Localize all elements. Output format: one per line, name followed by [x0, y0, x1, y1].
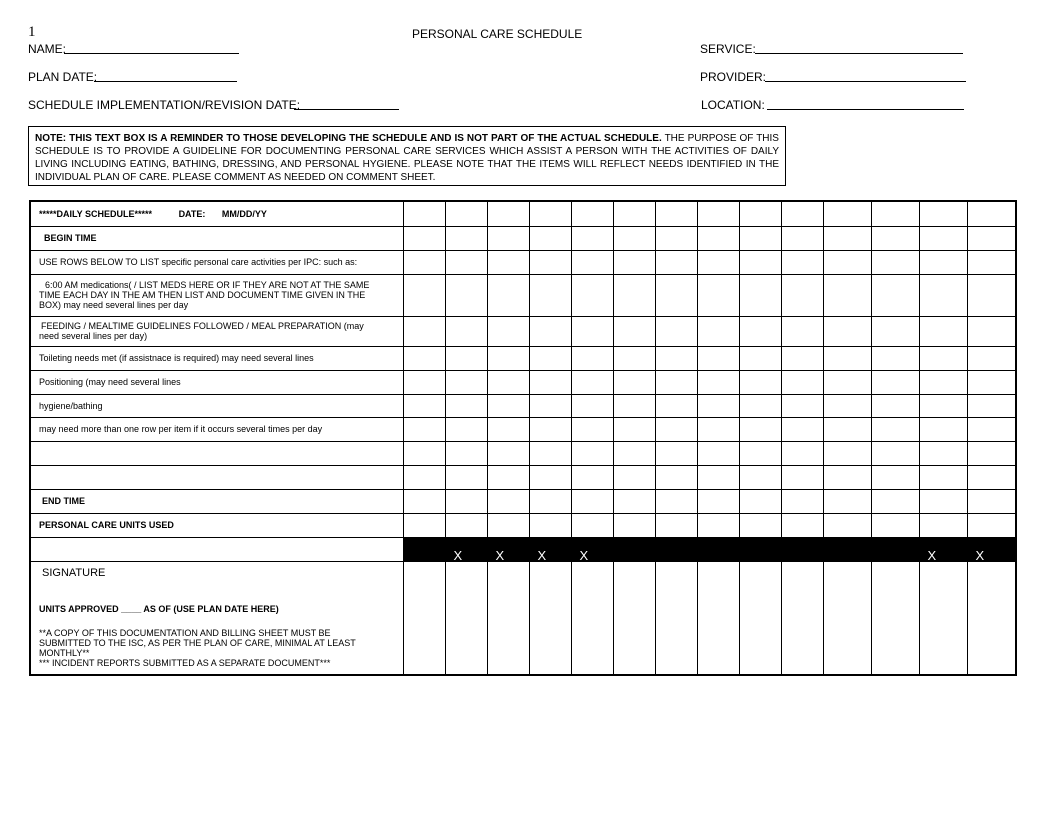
- table-row: [30, 316, 1016, 346]
- date-cell[interactable]: [823, 201, 871, 226]
- entry-cell[interactable]: [871, 274, 919, 316]
- x-mark-cell: X: [445, 537, 487, 561]
- signature-cell[interactable]: [823, 561, 871, 675]
- entry-cell[interactable]: [529, 226, 571, 250]
- entry-cell[interactable]: [967, 274, 1016, 316]
- table-row: [30, 394, 1016, 417]
- entry-cell[interactable]: [655, 417, 697, 441]
- table-row: [30, 346, 1016, 370]
- entry-cell[interactable]: [967, 226, 1016, 250]
- black-cell: [613, 537, 655, 561]
- entry-cell[interactable]: [697, 489, 739, 513]
- entry-cell[interactable]: [487, 226, 529, 250]
- entry-cell[interactable]: [571, 441, 613, 465]
- entry-cell[interactable]: [487, 513, 529, 537]
- revision-date-field-line[interactable]: [294, 109, 399, 110]
- page-number: 1: [28, 24, 36, 40]
- signature-cell[interactable]: [871, 561, 919, 675]
- entry-cell[interactable]: [445, 441, 487, 465]
- entry-cell[interactable]: [529, 274, 571, 316]
- entry-cell[interactable]: [487, 346, 529, 370]
- entry-cell[interactable]: [487, 274, 529, 316]
- entry-cell[interactable]: [445, 226, 487, 250]
- signature-cell[interactable]: [919, 561, 967, 675]
- signature-cell[interactable]: [739, 561, 781, 675]
- black-cell: [871, 537, 919, 561]
- entry-cell[interactable]: [445, 274, 487, 316]
- entry-cell[interactable]: [487, 441, 529, 465]
- entry-cell[interactable]: [967, 441, 1016, 465]
- entry-cell[interactable]: [919, 417, 967, 441]
- entry-cell[interactable]: [781, 465, 823, 489]
- entry-cell[interactable]: [529, 417, 571, 441]
- entry-cell[interactable]: [967, 489, 1016, 513]
- entry-cell[interactable]: [655, 370, 697, 394]
- entry-cell[interactable]: [655, 316, 697, 346]
- entry-cell[interactable]: [871, 226, 919, 250]
- entry-cell[interactable]: [403, 489, 445, 513]
- reminder-note-box: [28, 126, 786, 186]
- entry-cell[interactable]: [655, 441, 697, 465]
- entry-cell[interactable]: [571, 316, 613, 346]
- entry-cell[interactable]: [823, 394, 871, 417]
- entry-cell[interactable]: [655, 489, 697, 513]
- signature-cell[interactable]: [967, 561, 1016, 675]
- entry-cell[interactable]: [781, 226, 823, 250]
- plan-date-field-line[interactable]: [94, 81, 237, 82]
- entry-cell[interactable]: [403, 250, 445, 274]
- entry-cell[interactable]: [967, 316, 1016, 346]
- entry-cell[interactable]: [697, 465, 739, 489]
- signature-cell[interactable]: [571, 561, 613, 675]
- entry-cell[interactable]: [871, 370, 919, 394]
- entry-cell[interactable]: [529, 394, 571, 417]
- entry-cell[interactable]: [739, 316, 781, 346]
- entry-cell[interactable]: [445, 316, 487, 346]
- entry-cell[interactable]: [739, 274, 781, 316]
- entry-cell[interactable]: [919, 250, 967, 274]
- black-cell: [739, 537, 781, 561]
- entry-cell[interactable]: [571, 417, 613, 441]
- entry-cell[interactable]: [739, 370, 781, 394]
- copy-note: **A COPY OF THIS DOCUMENTATION AND BILLING SHEET MUST BE SUBMITTED TO THE ISC, AS PER THE PLAN OF CARE, MINIMAL AT LEAST MONTHLY**: [39, 627, 356, 658]
- entry-cell[interactable]: [403, 394, 445, 417]
- x-mark-cell: X: [967, 537, 1016, 561]
- entry-cell[interactable]: [613, 274, 655, 316]
- entry-cell[interactable]: [613, 417, 655, 441]
- entry-cell[interactable]: [871, 465, 919, 489]
- x-mark-cell: X: [919, 537, 967, 561]
- signature-cell[interactable]: [697, 561, 739, 675]
- entry-cell[interactable]: [613, 465, 655, 489]
- entry-cell[interactable]: [529, 513, 571, 537]
- entry-cell[interactable]: [571, 346, 613, 370]
- entry-cell[interactable]: [613, 226, 655, 250]
- entry-cell[interactable]: [967, 346, 1016, 370]
- entry-cell[interactable]: [919, 274, 967, 316]
- entry-cell[interactable]: [697, 274, 739, 316]
- entry-cell[interactable]: [823, 226, 871, 250]
- entry-cell[interactable]: [655, 250, 697, 274]
- black-cell: [655, 537, 697, 561]
- document-title: PERSONAL CARE SCHEDULE: [412, 27, 583, 41]
- signature-cell[interactable]: [613, 561, 655, 675]
- activity-label: may need more than one row per item if it occurs several times per day: [30, 417, 403, 441]
- entry-cell[interactable]: [445, 250, 487, 274]
- entry-cell[interactable]: [445, 370, 487, 394]
- entry-cell[interactable]: [871, 441, 919, 465]
- date-cell[interactable]: [403, 201, 445, 226]
- date-format: MM/DD/YY: [221, 208, 267, 219]
- units-approved-label: UNITS APPROVED ____ AS OF (USE PLAN DATE HERE): [39, 603, 279, 614]
- date-cell[interactable]: [529, 201, 571, 226]
- blank-label-cell: [30, 537, 403, 561]
- entry-cell[interactable]: [529, 465, 571, 489]
- entry-cell[interactable]: [403, 274, 445, 316]
- entry-cell[interactable]: [403, 226, 445, 250]
- entry-cell[interactable]: [403, 346, 445, 370]
- daily-schedule-header: [30, 201, 403, 226]
- signature-block: [30, 561, 403, 675]
- table-row: [30, 370, 1016, 394]
- table-row: [30, 274, 1016, 316]
- entry-cell[interactable]: [445, 513, 487, 537]
- entry-cell[interactable]: [967, 513, 1016, 537]
- entry-cell[interactable]: [613, 250, 655, 274]
- entry-cell[interactable]: [529, 346, 571, 370]
- entry-cell[interactable]: [919, 316, 967, 346]
- entry-cell[interactable]: [871, 513, 919, 537]
- service-label: SERVICE:: [700, 42, 756, 56]
- signature-cell[interactable]: [445, 561, 487, 675]
- entry-cell[interactable]: [919, 513, 967, 537]
- black-cell: [403, 537, 445, 561]
- entry-cell[interactable]: [571, 226, 613, 250]
- entry-cell[interactable]: [919, 489, 967, 513]
- entry-cell[interactable]: [445, 394, 487, 417]
- entry-cell[interactable]: [697, 226, 739, 250]
- activity-label[interactable]: [30, 465, 403, 489]
- entry-cell[interactable]: [697, 316, 739, 346]
- activity-label: USE ROWS BELOW TO LIST specific personal care activities per IPC: such as:: [30, 250, 403, 274]
- entry-cell[interactable]: [613, 489, 655, 513]
- entry-cell[interactable]: [445, 346, 487, 370]
- entry-cell[interactable]: [871, 316, 919, 346]
- entry-cell[interactable]: [781, 489, 823, 513]
- black-cell: [781, 537, 823, 561]
- entry-cell[interactable]: [655, 274, 697, 316]
- entry-cell[interactable]: [739, 441, 781, 465]
- date-cell[interactable]: [613, 201, 655, 226]
- entry-cell[interactable]: [967, 394, 1016, 417]
- entry-cell[interactable]: [571, 394, 613, 417]
- signature-cell[interactable]: [781, 561, 823, 675]
- location-label: LOCATION:: [701, 98, 765, 112]
- date-cell[interactable]: [445, 201, 487, 226]
- entry-cell[interactable]: [823, 250, 871, 274]
- location-field-line[interactable]: [767, 109, 964, 110]
- entry-cell[interactable]: [529, 250, 571, 274]
- entry-cell[interactable]: [967, 250, 1016, 274]
- entry-cell[interactable]: [739, 489, 781, 513]
- date-cell[interactable]: [487, 201, 529, 226]
- table-row: [30, 417, 1016, 441]
- activity-label: 6:00 AM medications( / LIST MEDS HERE OR IF THEY ARE NOT AT THE SAME TIME EACH DAY IN THE AM THEN LIST AND DOCUMENT TIME GIVEN IN THE BOX) may need several lines per day: [30, 274, 403, 316]
- entry-cell[interactable]: [697, 394, 739, 417]
- service-field-line[interactable]: [755, 53, 963, 54]
- date-cell[interactable]: [655, 201, 697, 226]
- entry-cell[interactable]: [823, 513, 871, 537]
- table-row: [30, 226, 1016, 250]
- date-cell[interactable]: [967, 201, 1016, 226]
- entry-cell[interactable]: [871, 489, 919, 513]
- activity-label: FEEDING / MEALTIME GUIDELINES FOLLOWED / MEAL PREPARATION (may need several lines per day): [30, 316, 403, 346]
- note-bold-text: NOTE: THIS TEXT BOX IS A REMINDER TO THOSE DEVELOPING THE SCHEDULE AND IS NOT PART OF THE ACTUAL SCHEDULE.: [35, 133, 662, 144]
- provider-label: PROVIDER:: [700, 70, 767, 84]
- plan-date-label: PLAN DATE:: [28, 70, 98, 84]
- entry-cell[interactable]: [571, 513, 613, 537]
- entry-cell[interactable]: [739, 394, 781, 417]
- activity-label: hygiene/bathing: [30, 394, 403, 417]
- entry-cell[interactable]: [739, 250, 781, 274]
- name-label: NAME:: [28, 42, 67, 56]
- entry-cell[interactable]: [613, 316, 655, 346]
- entry-cell[interactable]: [823, 417, 871, 441]
- entry-cell[interactable]: [529, 489, 571, 513]
- entry-cell[interactable]: [919, 226, 967, 250]
- entry-cell[interactable]: [919, 441, 967, 465]
- entry-cell[interactable]: [613, 441, 655, 465]
- table-row: [30, 561, 1016, 675]
- activity-label: Toileting needs met (if assistnace is required) may need several lines: [30, 346, 403, 370]
- begin-time-label: BEGIN TIME: [30, 226, 403, 250]
- signature-cell[interactable]: [529, 561, 571, 675]
- entry-cell[interactable]: [487, 465, 529, 489]
- table-row: [30, 513, 1016, 537]
- entry-cell[interactable]: [487, 394, 529, 417]
- entry-cell[interactable]: [697, 346, 739, 370]
- name-field-line[interactable]: [64, 53, 239, 54]
- entry-cell[interactable]: [919, 465, 967, 489]
- entry-cell[interactable]: [487, 316, 529, 346]
- x-mark-cell: X: [529, 537, 571, 561]
- entry-cell[interactable]: [871, 346, 919, 370]
- date-cell[interactable]: [697, 201, 739, 226]
- table-row: [30, 250, 1016, 274]
- incident-note: *** INCIDENT REPORTS SUBMITTED AS A SEPARATE DOCUMENT***: [39, 657, 331, 668]
- entry-cell[interactable]: [967, 370, 1016, 394]
- date-cell[interactable]: [739, 201, 781, 226]
- entry-cell[interactable]: [487, 370, 529, 394]
- black-cell: [697, 537, 739, 561]
- entry-cell[interactable]: [697, 417, 739, 441]
- daily-schedule-label: *****DAILY SCHEDULE*****: [39, 208, 153, 219]
- entry-cell[interactable]: [823, 370, 871, 394]
- entry-cell[interactable]: [697, 513, 739, 537]
- entry-cell[interactable]: [739, 226, 781, 250]
- entry-cell[interactable]: [871, 394, 919, 417]
- date-cell[interactable]: [871, 201, 919, 226]
- entry-cell[interactable]: [571, 250, 613, 274]
- entry-cell[interactable]: [445, 417, 487, 441]
- signature-cell[interactable]: [403, 561, 445, 675]
- signature-cell[interactable]: [655, 561, 697, 675]
- entry-cell[interactable]: [823, 441, 871, 465]
- entry-cell[interactable]: [529, 441, 571, 465]
- entry-cell[interactable]: [571, 370, 613, 394]
- entry-cell[interactable]: [697, 370, 739, 394]
- entry-cell[interactable]: [967, 465, 1016, 489]
- entry-cell[interactable]: [403, 441, 445, 465]
- entry-cell[interactable]: [871, 417, 919, 441]
- units-used-label: PERSONAL CARE UNITS USED: [30, 513, 403, 537]
- entry-cell[interactable]: [487, 250, 529, 274]
- entry-cell[interactable]: [919, 346, 967, 370]
- x-mark-cell: X: [571, 537, 613, 561]
- x-mark-cell: X: [487, 537, 529, 561]
- signature-cell[interactable]: [487, 561, 529, 675]
- entry-cell[interactable]: [655, 346, 697, 370]
- entry-cell[interactable]: [655, 394, 697, 417]
- entry-cell[interactable]: [967, 417, 1016, 441]
- entry-cell[interactable]: [871, 250, 919, 274]
- entry-cell[interactable]: [781, 250, 823, 274]
- entry-cell[interactable]: [571, 274, 613, 316]
- signature-label: SIGNATURE: [42, 566, 106, 579]
- entry-cell[interactable]: [919, 370, 967, 394]
- activity-label[interactable]: [30, 441, 403, 465]
- entry-cell[interactable]: [613, 346, 655, 370]
- table-row: [30, 201, 1016, 226]
- entry-cell[interactable]: [403, 513, 445, 537]
- date-cell[interactable]: [919, 201, 967, 226]
- entry-cell[interactable]: [781, 346, 823, 370]
- note-body-text: THE PURPOSE OF THIS SCHEDULE IS TO PROVIDE A GUIDELINE FOR DOCUMENTING PERSONAL CARE SERVICES WHICH ASSIST A PERSON WITH THE ACTIVITIES OF DAILY LIVING INCLUDING EATING, BATHING, DRESSING, AND PERSONAL HYGIENE. PLEASE NOTE THAT THE ITEMS WILL REFLECT NEEDS IDENTIFIED IN THE INDIVIDUAL PLAN OF CARE. PLEASE COMMENT AS NEEDED ON COMMENT SHEET.: [35, 133, 779, 183]
- entry-cell[interactable]: [655, 513, 697, 537]
- daily-schedule-table: [29, 200, 1017, 676]
- entry-cell[interactable]: [403, 417, 445, 441]
- entry-cell[interactable]: [919, 394, 967, 417]
- entry-cell[interactable]: [739, 513, 781, 537]
- entry-cell[interactable]: [781, 441, 823, 465]
- entry-cell[interactable]: [781, 394, 823, 417]
- end-time-label: END TIME: [30, 489, 403, 513]
- entry-cell[interactable]: [613, 394, 655, 417]
- entry-cell[interactable]: [739, 417, 781, 441]
- entry-cell[interactable]: [445, 489, 487, 513]
- entry-cell[interactable]: [529, 370, 571, 394]
- entry-cell[interactable]: [739, 346, 781, 370]
- provider-field-line[interactable]: [765, 81, 966, 82]
- date-label: DATE:: [178, 208, 206, 219]
- entry-cell[interactable]: [487, 489, 529, 513]
- table-row: [30, 441, 1016, 465]
- entry-cell[interactable]: [697, 250, 739, 274]
- entry-cell[interactable]: [445, 465, 487, 489]
- entry-cell[interactable]: [781, 274, 823, 316]
- entry-cell[interactable]: [487, 417, 529, 441]
- entry-cell[interactable]: [571, 465, 613, 489]
- entry-cell[interactable]: [697, 441, 739, 465]
- entry-cell[interactable]: [823, 489, 871, 513]
- entry-cell[interactable]: [655, 465, 697, 489]
- entry-cell[interactable]: [781, 417, 823, 441]
- entry-cell[interactable]: [403, 370, 445, 394]
- entry-cell[interactable]: [823, 346, 871, 370]
- entry-cell[interactable]: [571, 489, 613, 513]
- revision-date-label: SCHEDULE IMPLEMENTATION/REVISION DATE:: [28, 98, 301, 112]
- date-cell[interactable]: [571, 201, 613, 226]
- entry-cell[interactable]: [739, 465, 781, 489]
- table-row: [30, 537, 1016, 561]
- entry-cell[interactable]: [613, 513, 655, 537]
- date-cell[interactable]: [781, 201, 823, 226]
- entry-cell[interactable]: [823, 274, 871, 316]
- black-cell: [823, 537, 871, 561]
- entry-cell[interactable]: [781, 316, 823, 346]
- entry-cell[interactable]: [781, 370, 823, 394]
- entry-cell[interactable]: [655, 226, 697, 250]
- entry-cell[interactable]: [403, 316, 445, 346]
- table-row: [30, 465, 1016, 489]
- table-row: [30, 489, 1016, 513]
- activity-label: Positioning (may need several lines: [30, 370, 403, 394]
- entry-cell[interactable]: [613, 370, 655, 394]
- entry-cell[interactable]: [823, 316, 871, 346]
- entry-cell[interactable]: [529, 316, 571, 346]
- entry-cell[interactable]: [823, 465, 871, 489]
- entry-cell[interactable]: [781, 513, 823, 537]
- entry-cell[interactable]: [403, 465, 445, 489]
